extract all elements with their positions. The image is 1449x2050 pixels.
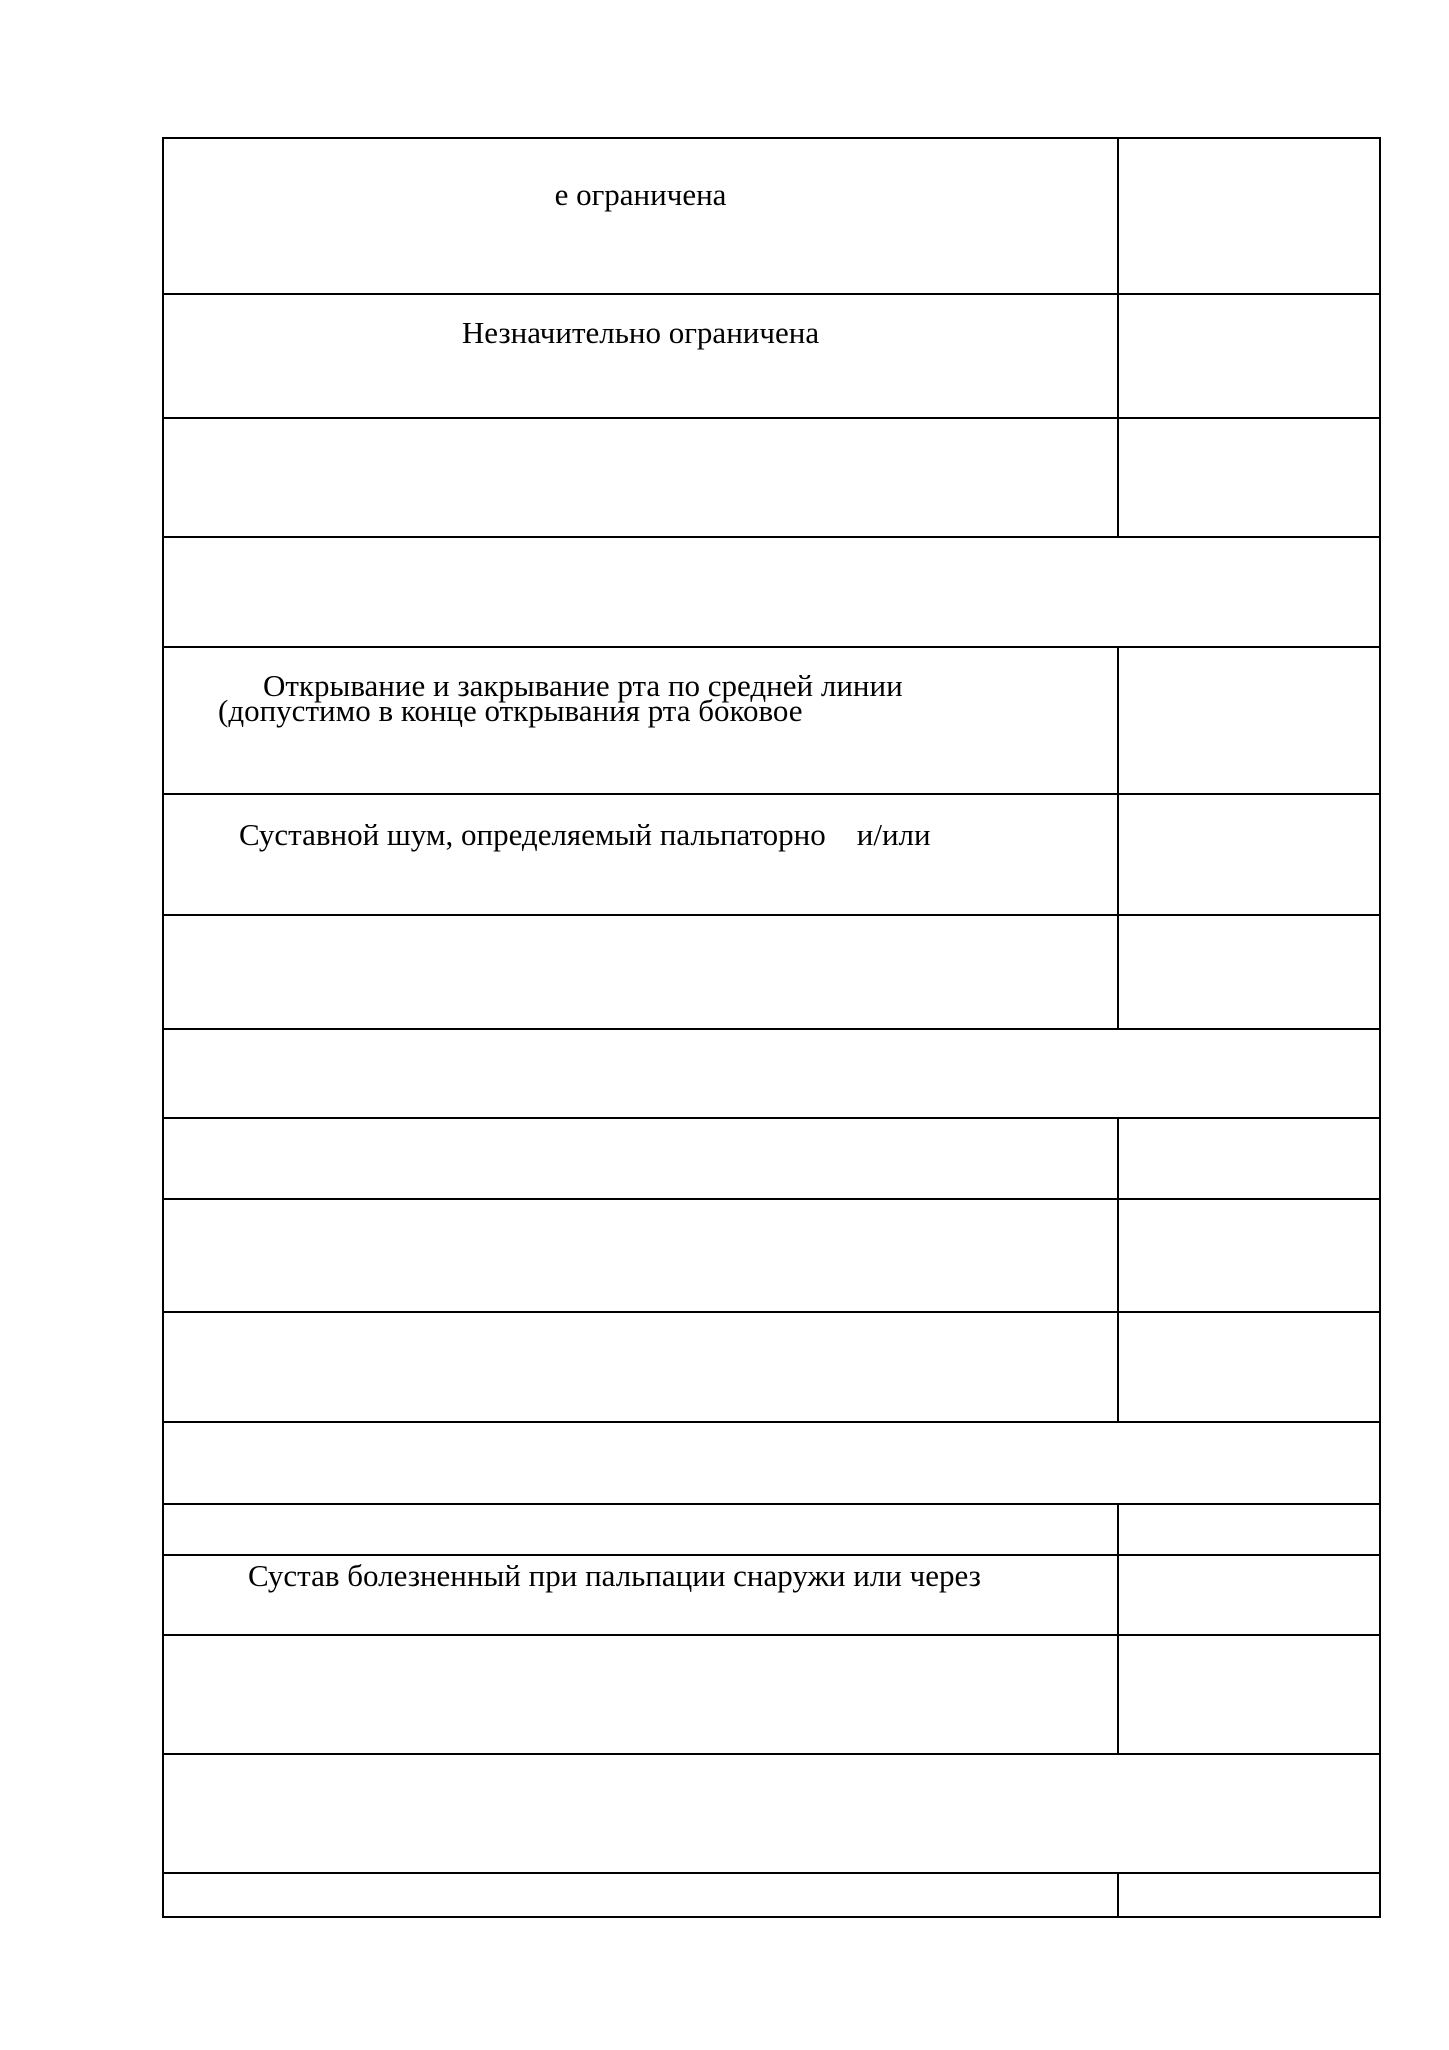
score-cell xyxy=(1117,795,1379,914)
table-cell xyxy=(164,139,1117,293)
table-cell xyxy=(164,1200,1117,1311)
score-cell xyxy=(1117,139,1379,293)
table-row xyxy=(164,646,1379,793)
section-row xyxy=(164,1421,1379,1503)
section-row xyxy=(164,1753,1379,1872)
table-row xyxy=(164,793,1379,914)
table-cell xyxy=(164,419,1117,536)
table-cell xyxy=(164,1505,1117,1554)
cell-text: Сустав болезненный при пальпации снаружи или через xyxy=(248,1558,981,1593)
table-row xyxy=(164,914,1379,1028)
score-cell xyxy=(1117,419,1379,536)
table-row xyxy=(164,1872,1379,1918)
table-row xyxy=(164,417,1379,536)
score-cell xyxy=(1117,295,1379,417)
table-cell xyxy=(164,1556,1117,1634)
section-row xyxy=(164,536,1379,646)
score-cell xyxy=(1117,1505,1379,1554)
cell-text: Суставной шум, определяемый пальпаторно и/или xyxy=(239,817,931,852)
score-cell xyxy=(1117,1874,1379,1918)
table-row xyxy=(164,293,1379,417)
table-row xyxy=(164,1311,1379,1421)
score-cell xyxy=(1117,1636,1379,1753)
table-cell xyxy=(164,1636,1117,1753)
score-cell xyxy=(1117,1556,1379,1634)
table-row xyxy=(164,1503,1379,1554)
table-cell xyxy=(164,295,1117,417)
table-cell xyxy=(164,1874,1117,1918)
score-cell xyxy=(1117,916,1379,1028)
table-row xyxy=(164,1554,1379,1634)
table-cell xyxy=(164,795,1117,914)
table-cell xyxy=(164,648,1117,793)
assessment-table xyxy=(162,137,1381,1918)
score-cell xyxy=(1117,1200,1379,1311)
table-row xyxy=(164,139,1379,293)
table-cell xyxy=(164,916,1117,1028)
cell-text-line-2: (допустимо в конце открывания рта боковое xyxy=(218,693,803,728)
table-row xyxy=(164,1198,1379,1311)
table-row xyxy=(164,1117,1379,1198)
table-cell xyxy=(164,1119,1117,1198)
section-row xyxy=(164,1028,1379,1117)
cell-text: Незначительно ограничена xyxy=(461,315,820,350)
score-cell xyxy=(1117,1313,1379,1421)
table-cell xyxy=(164,1313,1117,1421)
score-cell xyxy=(1117,1119,1379,1198)
score-cell xyxy=(1117,648,1379,793)
table-row xyxy=(164,1634,1379,1753)
cell-text: Открывание и закрывание рта по средней линии xyxy=(263,668,903,703)
cell-text: е ограничена xyxy=(554,177,727,212)
